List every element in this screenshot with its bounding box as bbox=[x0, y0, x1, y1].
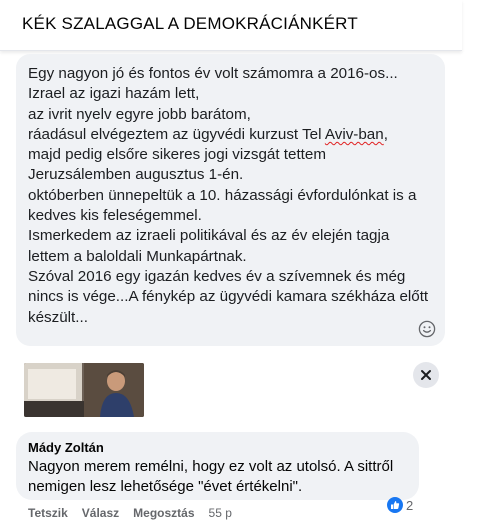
close-icon bbox=[420, 369, 432, 381]
group-title[interactable]: KÉK SZALAGGAL A DEMOKRÁCIÁNKÉRT bbox=[22, 14, 358, 33]
share-action[interactable]: Megosztás bbox=[133, 506, 195, 520]
smiley-icon[interactable] bbox=[418, 320, 436, 338]
reaction-summary[interactable] bbox=[387, 496, 413, 514]
attached-photo[interactable] bbox=[24, 363, 144, 417]
post-edit-box[interactable] bbox=[16, 54, 445, 346]
like-icon bbox=[387, 497, 403, 513]
group-header bbox=[0, 0, 462, 51]
post-text[interactable]: Egy nagyon jó és fontos év volt számomra a 2016-os... Izrael az igazi hazám lett, az ivrit nyelv egyre jobb barátom, ráadásul elvégeztem az ügyvédi kurzust Tel Aviv-ban, majd pedig elsőre sikeres jogi vizsgát tettem Jeruzsálemben augusztus 1-én. októberben ünnepeltük a 10. házassági évfordulónkat is a kedves kis feleségemmel. Ismerkedem az izraeli politikával és az év elején tagja lettem a baloldali Munkapártnak. Szóval 2016 egy igazán kedves év a szívemnek és még nincs is vége...A fénykép az ügyvédi kamara székháza előtt készült... bbox=[28, 65, 429, 326]
remove-attachment-button[interactable] bbox=[413, 362, 439, 388]
like-action[interactable]: Tetszik bbox=[28, 506, 68, 520]
reply-action[interactable]: Válasz bbox=[81, 506, 120, 520]
reaction-count: 2 bbox=[406, 497, 414, 513]
comment-author[interactable]: Mády Zoltán bbox=[28, 440, 104, 455]
comment-bubble bbox=[16, 432, 419, 500]
comment-timestamp[interactable]: 55 p bbox=[208, 506, 232, 520]
misspelled-word: Aviv-ban bbox=[324, 125, 384, 143]
comment-text: Nagyon merem remélni, hogy ez volt az utolsó. A sittről nemigen lesz lehetősége "évet értékelni". bbox=[28, 458, 394, 495]
